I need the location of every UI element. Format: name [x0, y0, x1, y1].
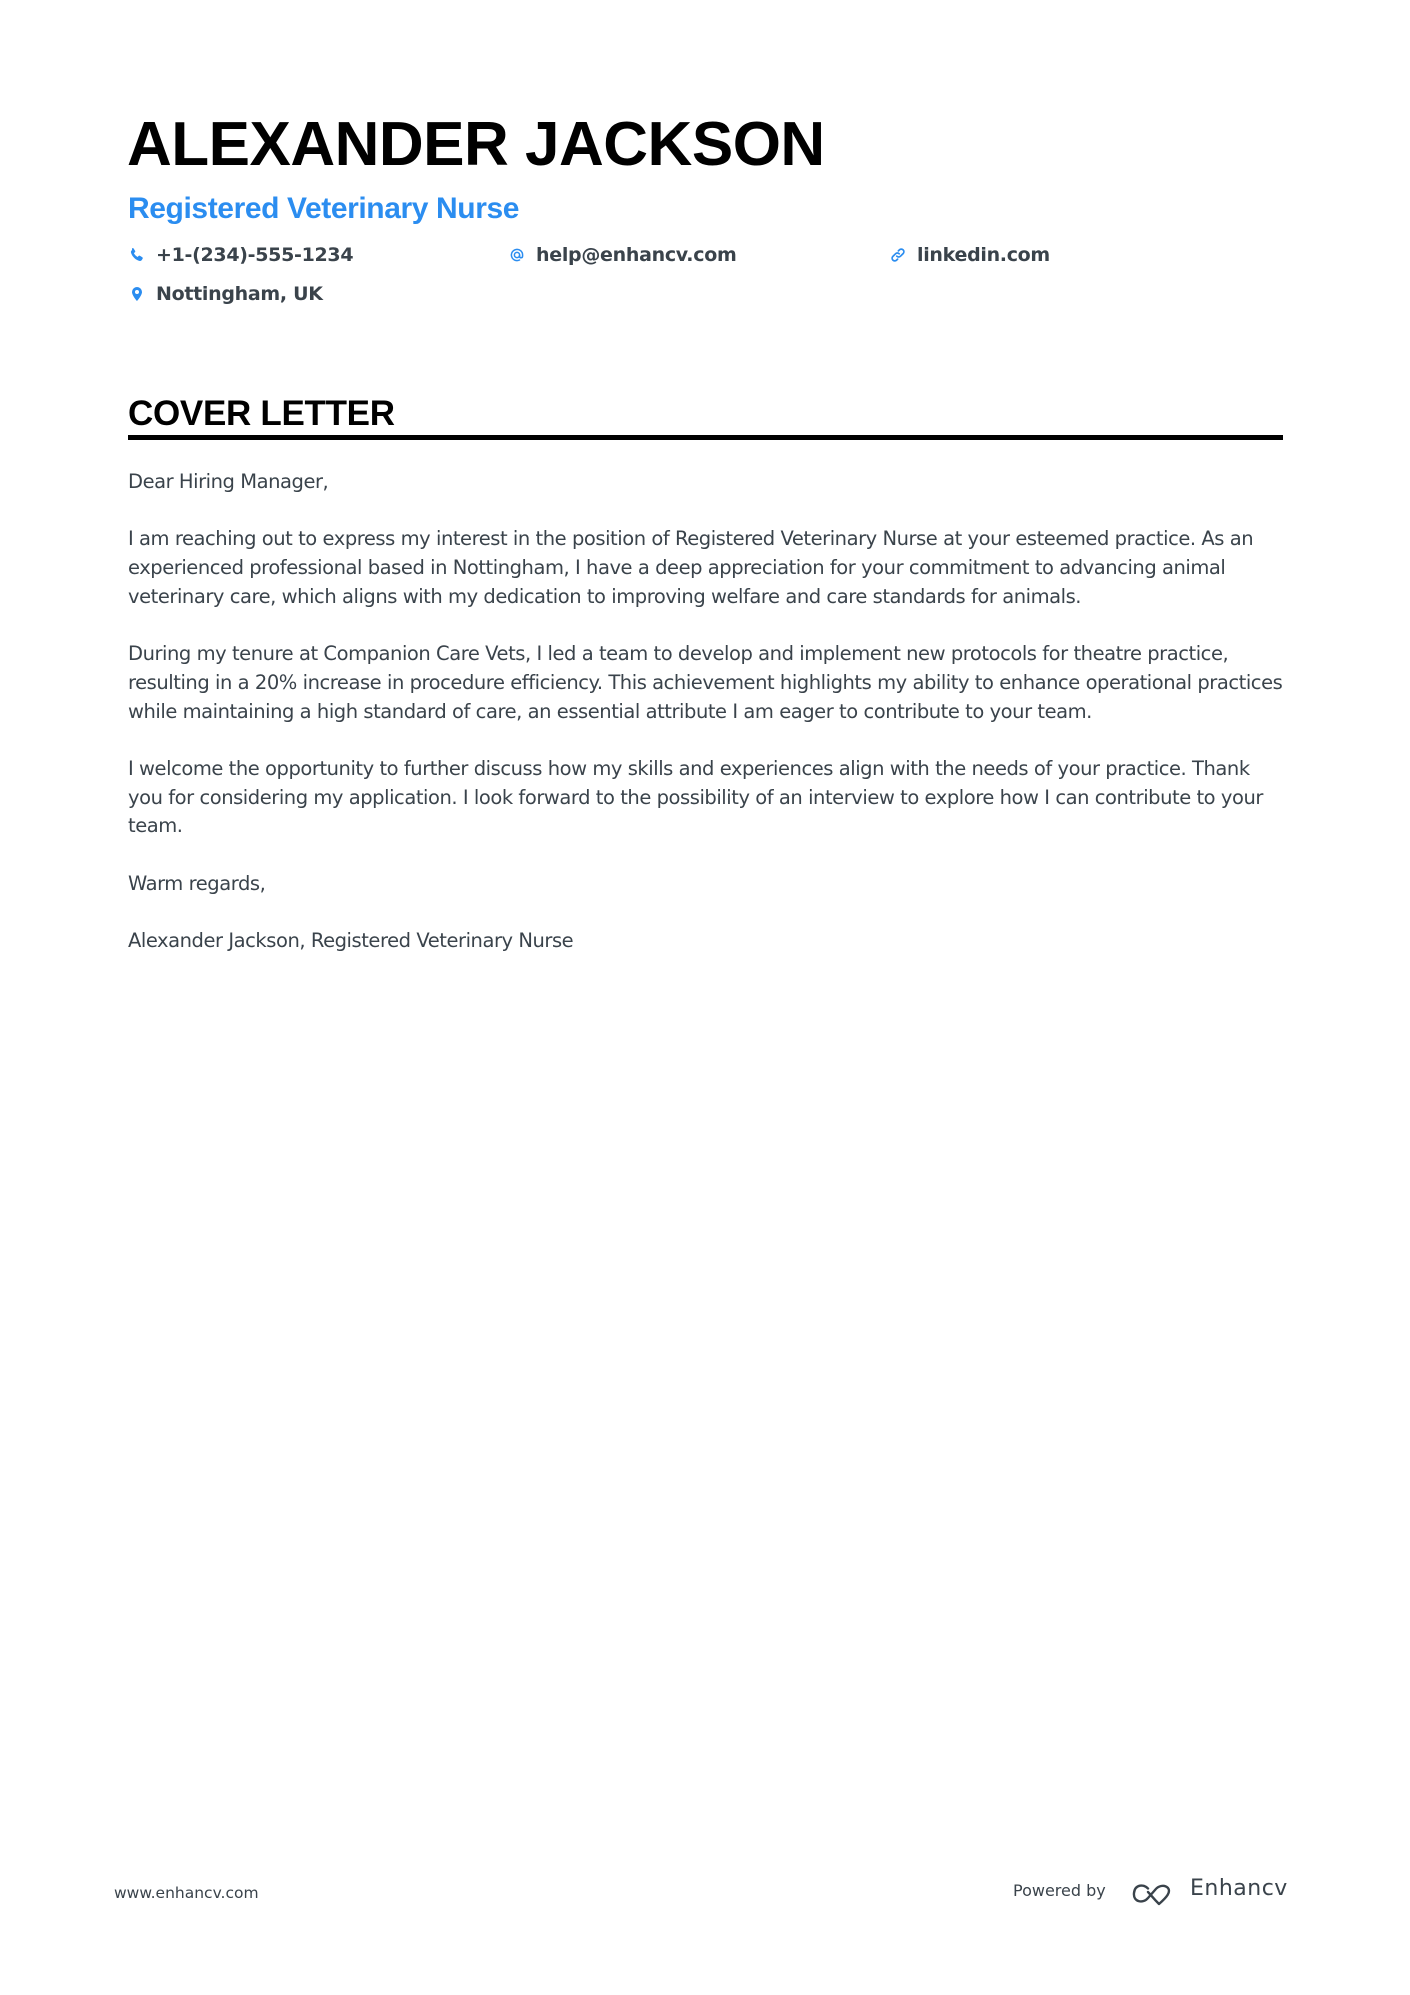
- contact-linkedin[interactable]: [889, 243, 1050, 267]
- linkedin-link[interactable]: linkedin.com: [917, 244, 1050, 266]
- phone-number: +1-(234)-555-1234: [156, 244, 354, 266]
- location-text: Nottingham, UK: [156, 283, 323, 305]
- closing: Warm regards,: [128, 871, 266, 895]
- at-icon: [508, 246, 526, 264]
- candidate-name: ALEXANDER JACKSON: [127, 110, 825, 179]
- letter-paragraph: I welcome the opportunity to further discuss how my skills and experiences align with the needs of your practice. Thank you for considering my application. I look forward to the possibility of an interview to explore how I can contribute to your team.: [128, 756, 1263, 838]
- letter-body: [128, 468, 1288, 985]
- location-pin-icon: [128, 285, 146, 303]
- enhancv-logo-icon: [1131, 1880, 1181, 1908]
- contact-email[interactable]: [508, 243, 736, 267]
- signature: Alexander Jackson, Registered Veterinary Nurse: [128, 929, 574, 953]
- contact-phone: [128, 243, 353, 267]
- enhancv-brand-name: Enhancv: [1190, 1876, 1288, 1901]
- letter-paragraph: I am reaching out to express my interest in the position of Registered Veterinary Nurse at your esteemed practice. As an experienced professional based in Nottingham, I have a deep appreciation for your commitment to advancing animal veterinary care, which aligns with my dedication to improving welfare and care standards for animals.: [128, 527, 1254, 608]
- section-divider: [128, 435, 1283, 440]
- contact-location: [128, 282, 323, 306]
- phone-icon: [128, 246, 146, 264]
- powered-by-label: Powered by: [1013, 1881, 1106, 1900]
- job-title: Registered Veterinary Nurse: [128, 192, 520, 225]
- link-icon: [889, 246, 907, 264]
- email-link[interactable]: help@enhancv.com: [536, 244, 737, 266]
- salutation: Dear Hiring Manager,: [128, 470, 329, 493]
- footer-website-link[interactable]: www.enhancv.com: [114, 1884, 259, 1902]
- letter-paragraph: During my tenure at Companion Care Vets, I led a team to develop and implement new protocols for theatre practice, resulting in a 20% increase in procedure efficiency. This achievement highlights my ability to enhance operational practices while maintaining a high standard of care, an essential attribute I am eager to contribute to your team.: [128, 642, 1283, 723]
- section-title: COVER LETTER: [128, 394, 395, 433]
